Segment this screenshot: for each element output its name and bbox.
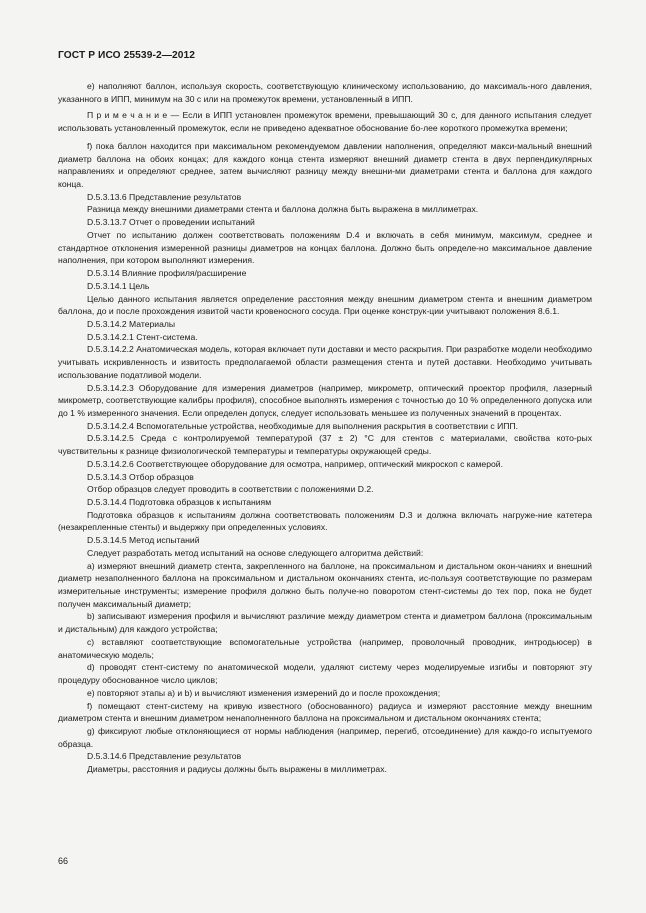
paragraph: Целью данного испытания является определение расстояния между внешним диаметром стента и внешним диаметром баллона, до и после прохождения извитой части кровеносного сосуда. При оценке конструк-ции учитывают положения 8.6.1. <box>58 293 592 317</box>
list-item: e) повторяют этапы a) и b) и вычисляют изменения измерений до и после прохождения; <box>87 687 441 698</box>
paragraph: Отчет по испытанию должен соответствовать положениям D.4 и включать в себя минимум, максимум, среднее и стандартное отклонения измеренной разницы диаметров на концах баллона. Должно быть определе-но максимальное давление наполнения, при котором выполняют измерения. <box>58 229 592 266</box>
list-item: c) вставляют соответствующие вспомогательные устройства (например, проволочный проводник, интродьюсер) в анатомическую модель; <box>58 636 592 660</box>
paragraph: D.5.3.14.2.5 Среда с контролируемой температурой (37 ± 2) °С для стентов с материалами, свойства кото-рых чувствительны к разнице физиологической температуры и температуры окружающей среды. <box>58 433 592 457</box>
paragraph: Диаметры, расстояния и радиусы должны быть выражены в миллиметрах. <box>87 764 387 775</box>
note-paragraph: П р и м е ч а н и е — Если в ИПП установлен промежуток времени, превышающий 30 с, для данного испытания следует использовать установленный промежуток, если не приведено адекватное обоснование бо-лее короткого промежутка времени; <box>58 110 592 134</box>
section-heading: D.5.3.14.5 Метод испытаний <box>87 535 200 546</box>
list-item: b) записывают измерения профиля и вычисляют различие между диаметром стента и диаметром баллона (проксимальным и дистальным) для каждого устройства; <box>58 611 592 635</box>
list-item: g) фиксируют любые отклоняющиеся от нормы наблюдения (например, перегиб, отсоединение) для каждо-го испытуемого образца. <box>58 725 592 749</box>
document-body <box>58 80 592 776</box>
paragraph: D.5.3.14.2.6 Соответствующее оборудование для осмотра, например, оптический микроскоп с камерой. <box>87 458 503 469</box>
section-heading: D.5.3.14.4 Подготовка образцов к испытаниям <box>87 497 272 507</box>
section-heading: D.5.3.13.7 Отчет о проведении испытаний <box>87 217 255 228</box>
list-item: d) проводят стент-систему по анатомической модели, удаляют систему через моделируемые изгибы и повторяют эту процедуру обоснованное число циклов; <box>58 662 592 686</box>
section-heading: D.5.3.14 Влияние профиля/расширение <box>87 268 247 279</box>
paragraph: f) пока баллон находится при максимальном рекомендуемом давлении наполнения, определяют макси-мальный внешний диаметр баллона на обоих концах; для каждого конца стента измеряют внешний диаметр стента в двух перпендикулярных направлениях и определяют среднее, затем вычисляют разницу между внешни-ми диаметрами стента и баллона для каждого конца. <box>58 140 592 190</box>
page-number: 66 <box>58 856 69 866</box>
paragraph: Разница между внешними диаметрами стента и баллона должна быть выражена в миллиметрах. <box>87 204 479 215</box>
paragraph: e) наполняют баллон, используя скорость, соответствующую клиническому использованию, до максималь-ного давления, указанного в ИПП, минимум на 30 с или на промежуток времени, установленный в ИПП. <box>58 81 592 104</box>
section-heading: D.5.3.14.6 Представление результатов <box>87 751 242 762</box>
paragraph: Отбор образцов следует проводить в соответствии с положениями D.2. <box>87 484 374 495</box>
list-item: a) измеряют внешний диаметр стента, закрепленного на баллоне, на проксимальном и дистальном окон-чаниях и внешний диаметр незаполненного баллона на проксимальном и дистальном окончаниях стента, ис-пользуя соответствующие по размерам измерительные инструменты; измерение профиля должно быть получе-но поворотом стент-системы до тех пор, пока не будет получен максимальный диаметр; <box>58 560 592 609</box>
section-heading: D.5.3.14.2 Материалы <box>87 318 176 329</box>
paragraph: D.5.3.14.2.2 Анатомическая модель, которая включает пути доставки и место раскрытия. При разработке модели необходимо учитывать искривленность и извитость предполагаемой области размещения стента и путей доставки. Необходимо учитывать использование податливой модели. <box>58 344 592 380</box>
paragraph: Подготовка образцов к испытаниям должна соответствовать положениям D.3 и должна включать нагруже-ние катетера (незакрепленные стенты) и выдержку при определенных условиях. <box>58 509 592 533</box>
section-heading: D.5.3.14.1 Цель <box>87 280 150 291</box>
section-heading: D.5.3.14.3 Отбор образцов <box>87 471 194 482</box>
paragraph: D.5.3.14.2.4 Вспомогательные устройства, необходимые для выполнения раскрытия в соответствии с ИПП. <box>87 420 519 431</box>
list-item: f) помещают стент-систему на кривую известного (обоснованного) радиуса и измеряют расстояние между внешним диаметром стента и внешним диаметром ненаполненного баллона на проксимальном и дистальном окончаниях стента; <box>58 700 592 724</box>
paragraph: Следует разработать метод испытаний на основе следующего алгоритма действий: <box>87 547 424 558</box>
paragraph: D.5.3.14.2.1 Стент-система. <box>87 331 198 342</box>
section-heading: D.5.3.13.6 Представление результатов <box>87 191 242 202</box>
document-header: ГОСТ Р ИСО 25539-2—2012 <box>58 50 196 61</box>
paragraph: D.5.3.14.2.3 Оборудование для измерения диаметров (например, микрометр, оптический проектор профиля, лазерный микрометр, соответствующие калибры профиля), способное выполнять измерения с точностью до 10 % определенного допуска или до 1 % измеренного значения. Если определен допуск, следует использовать меньшее из полученных значений в процентах. <box>58 382 592 418</box>
